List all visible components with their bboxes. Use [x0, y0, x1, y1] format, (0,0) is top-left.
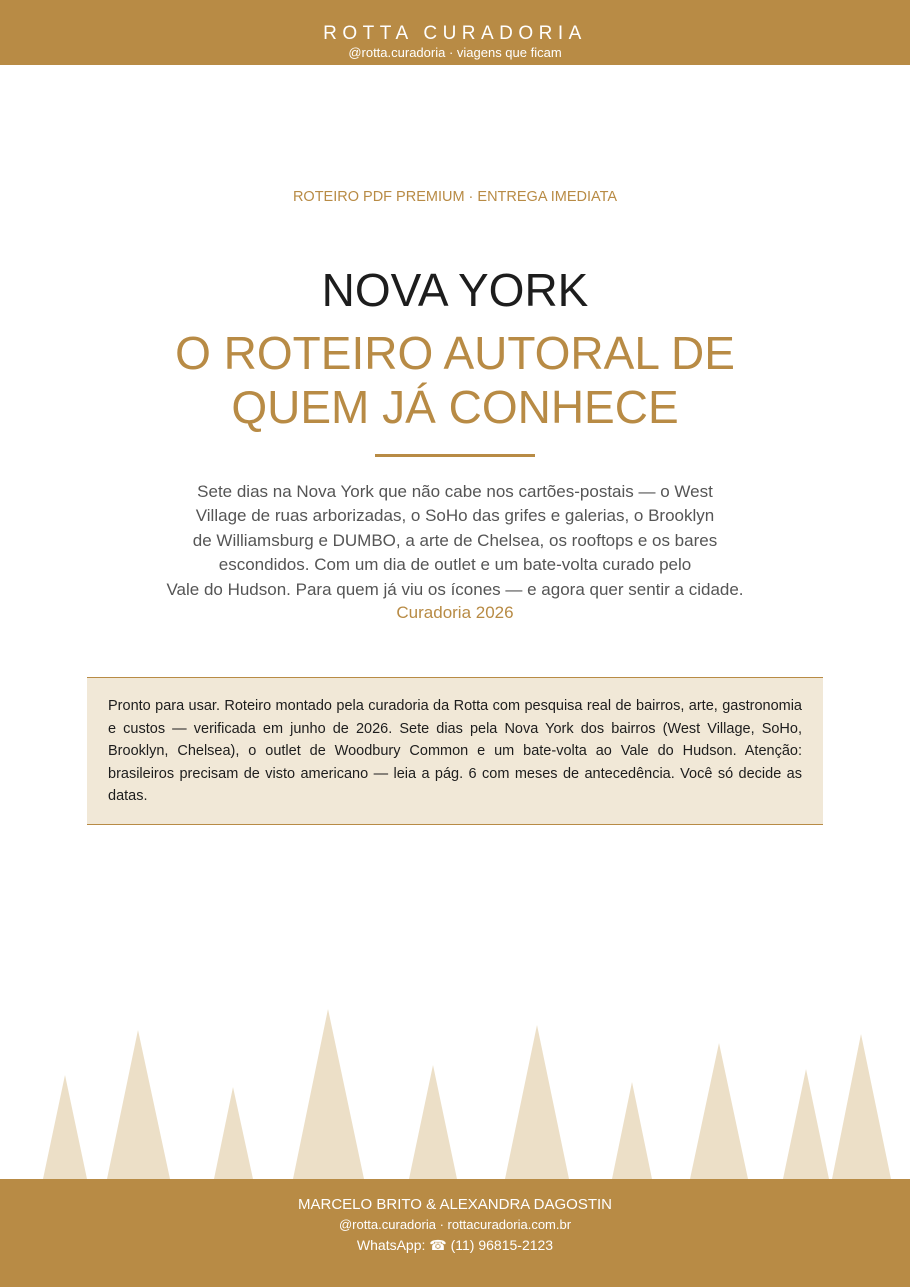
intro-line: Sete dias na Nova York que não cabe nos cartões-postais — o West [197, 482, 713, 501]
peak-shape [505, 1025, 569, 1179]
footer-contact: @rotta.curadoria · rottacuradoria.com.br [338, 1217, 572, 1232]
top-banner [0, 0, 910, 65]
page-subtitle [0, 326, 910, 434]
subtitle-line: O ROTEIRO AUTORAL DE [175, 327, 735, 379]
page-title: NOVA YORK [321, 264, 589, 316]
curation-year: Curadoria 2026 [396, 603, 514, 622]
notice-text: Pronto para usar. Roteiro montado pela curadoria da Rotta com pesquisa real de bairros, arte, gastronomia e custos — verificada em junho de 2026. Sete dias pela Nova York dos bairros (West Village, SoHo, Brooklyn, Chelsea), o outlet de Woodbury Common e um bate-volta ao Vale do Hudson. Atenção: brasileiros precisam de visto americano — leia a pág. 6 com meses de antecedência. Você só decide as datas. [108, 698, 802, 805]
footer-banner [0, 1179, 910, 1287]
peak-shape [690, 1043, 748, 1179]
intro-paragraph [140, 480, 770, 602]
peak-shape [783, 1069, 829, 1179]
footer-whatsapp: WhatsApp: ☎ (11) 96815-2123 [356, 1237, 554, 1253]
intro-line: de Williamsburg e DUMBO, a arte de Chelsea, os rooftops e os bares [192, 530, 718, 550]
peak-shape [43, 1075, 87, 1179]
brand-name: ROTTA CURADORIA [323, 23, 587, 44]
peak-shape [409, 1065, 457, 1179]
footer-authors: MARCELO BRITO & ALEXANDRA DAGOSTIN [298, 1196, 612, 1213]
intro-line: escondidos. Com um dia de outlet e um bate-volta curado pelo [218, 555, 692, 575]
intro-line: Vale do Hudson. Para quem já viu os ícones — e agora quer sentir a cidade. [166, 579, 744, 599]
decorative-peaks [0, 1000, 910, 1180]
intro-line: Village de ruas arborizadas, o SoHo das grifes e galerias, o Brooklyn [195, 506, 715, 526]
peak-shape [832, 1034, 891, 1179]
peak-shape [107, 1030, 170, 1179]
product-eyebrow: ROTEIRO PDF PREMIUM · ENTREGA IMEDIATA [292, 189, 618, 205]
notice-box [87, 677, 823, 825]
peak-shape [293, 1009, 364, 1179]
subtitle-line: QUEM JÁ CONHECE [231, 381, 679, 433]
peak-shape [612, 1082, 652, 1179]
brand-tagline: @rotta.curadoria · viagens que ficam [348, 45, 562, 60]
title-divider [375, 454, 535, 457]
peak-shape [214, 1087, 253, 1179]
